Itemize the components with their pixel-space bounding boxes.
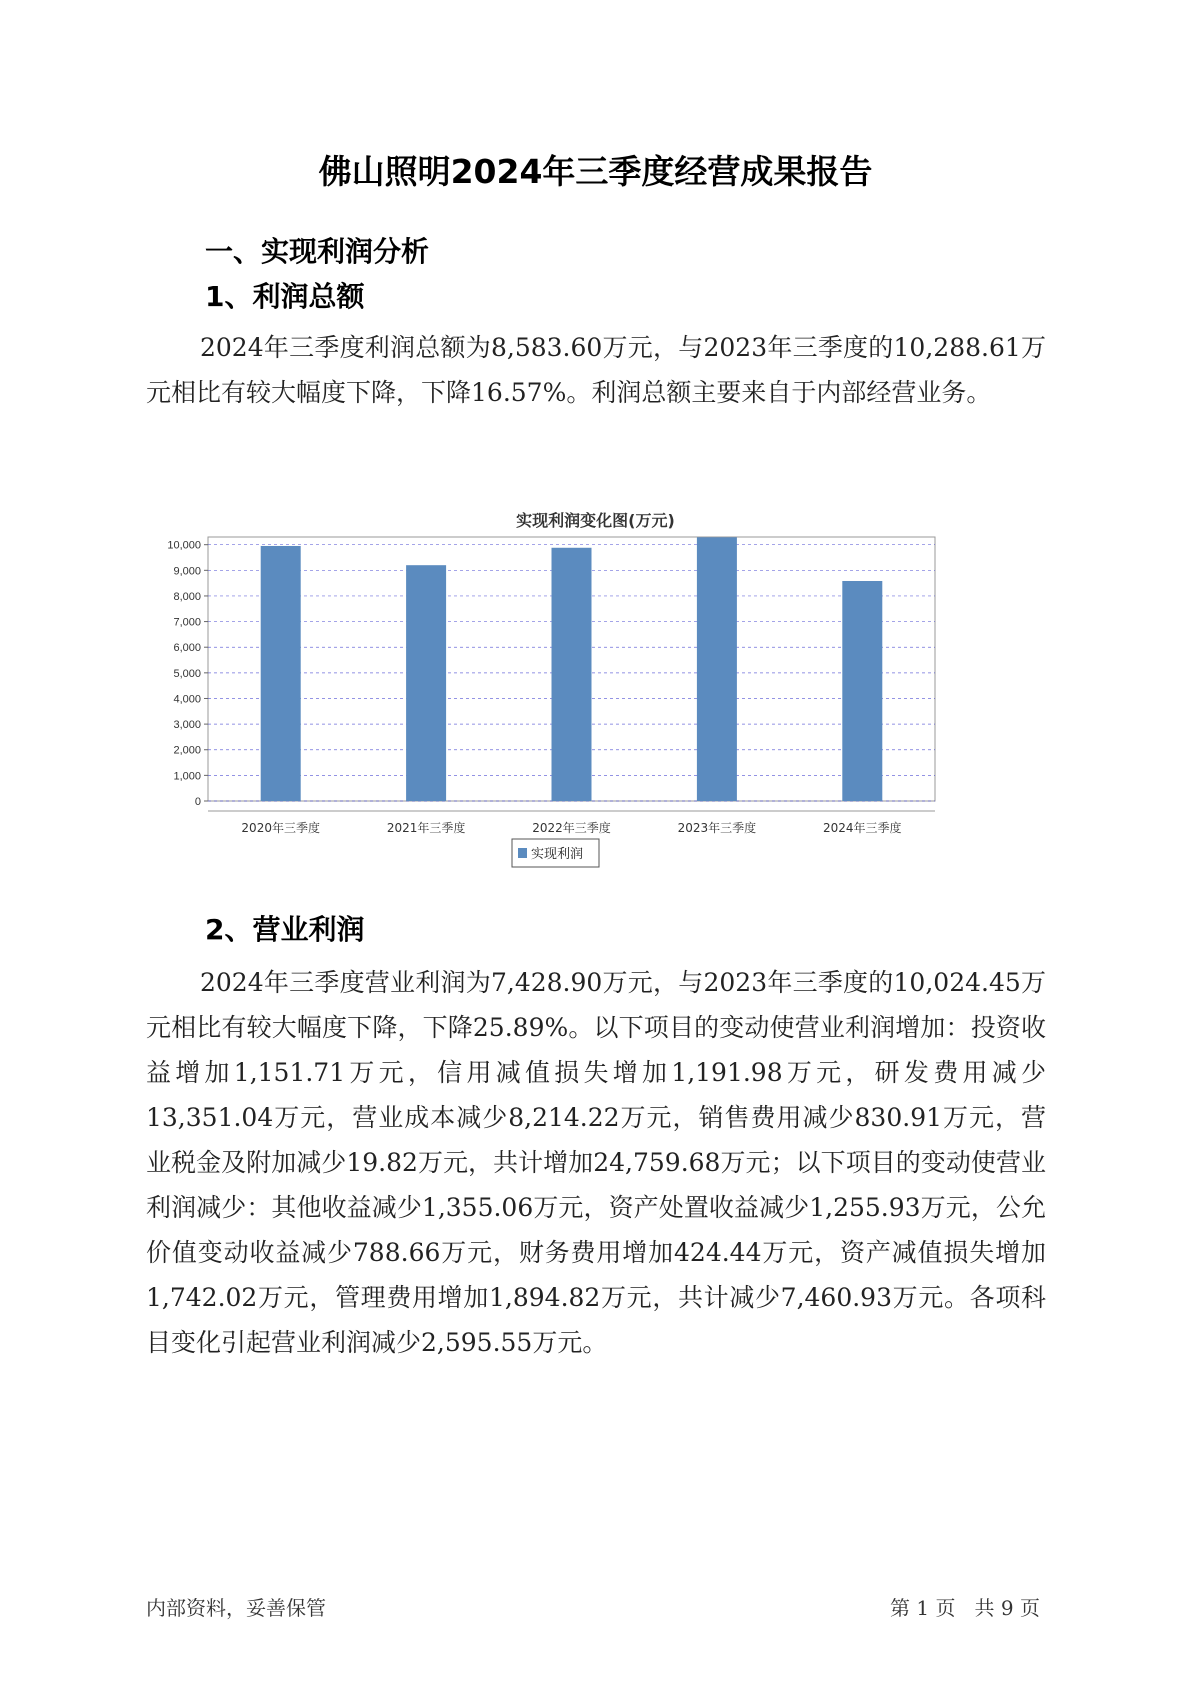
bar <box>842 581 882 801</box>
x-tick-label: 2022年三季度 <box>532 821 611 835</box>
footer-confidential-note: 内部资料，妥善保管 <box>146 1596 326 1620</box>
document-title: 佛山照明2024年三季度经营成果报告 <box>318 152 873 191</box>
footer-page-number: 第 1 页 共 9 页 <box>890 1596 1040 1620</box>
legend-label: 实现利润 <box>531 847 584 862</box>
x-tick-label: 2024年三季度 <box>823 821 902 835</box>
bar <box>406 565 446 801</box>
subsection1-paragraph: 2024年三季度利润总额为8,583.60万元，与2023年三季度的10,288.61万元相比有较大幅度下降，下降16.57%。利润总额主要来自于内部经营业务。 <box>146 333 1046 407</box>
y-tick-label: 8,000 <box>173 590 201 603</box>
section1-heading: 一、实现利润分析 <box>205 235 430 268</box>
y-tick-label: 4,000 <box>173 693 201 706</box>
y-tick-label: 0 <box>194 796 201 808</box>
legend-swatch <box>518 848 527 858</box>
subsection1-heading: 1、利润总额 <box>205 280 365 313</box>
x-tick-label: 2020年三季度 <box>241 821 320 835</box>
profit-bar-chart <box>150 535 950 880</box>
y-tick-label: 5,000 <box>173 667 201 680</box>
subsection2-paragraph: 2024年三季度营业利润为7,428.90万元，与2023年三季度的10,024.45万元相比有较大幅度下降，下降25.89%。以下项目的变动使营业利润增加：投资收益增加1,151.71万元，信用减值损失增加1,191.98万元，研发费用减少13,351.04万元，营业成本减少8,214.22万元，销售费用减少830.91万元，营业税金及附加减少19.82万元，共计增加24,759.68万元；以下项目的变动使营业利润减少：其他收益减少1,355.06万元，资产处置收益减少1,255.93万元，公允价值变动收益减少788.66万元，财务费用增加424.44万元，资产减值损失增加1,742.02万元，管理费用增加1,894.82万元，共计减少7,460.93万元。各项科目变化引起营业利润减少2,595.55万元。 <box>146 968 1046 1357</box>
y-tick-label: 2,000 <box>173 744 201 757</box>
y-tick-label: 7,000 <box>173 616 201 629</box>
subsection2-heading: 2、营业利润 <box>205 913 365 946</box>
y-tick-label: 9,000 <box>173 565 201 578</box>
x-tick-label: 2021年三季度 <box>386 821 466 835</box>
y-tick-label: 6,000 <box>173 642 201 655</box>
bar <box>697 537 737 801</box>
x-tick-label: 2023年三季度 <box>677 821 757 835</box>
y-tick-label: 10,000 <box>167 539 201 552</box>
y-tick-label: 3,000 <box>173 719 201 732</box>
bar <box>552 548 592 801</box>
chart-title: 实现利润变化图(万元) <box>516 511 675 530</box>
bar <box>261 546 301 801</box>
y-tick-label: 1,000 <box>173 770 201 783</box>
